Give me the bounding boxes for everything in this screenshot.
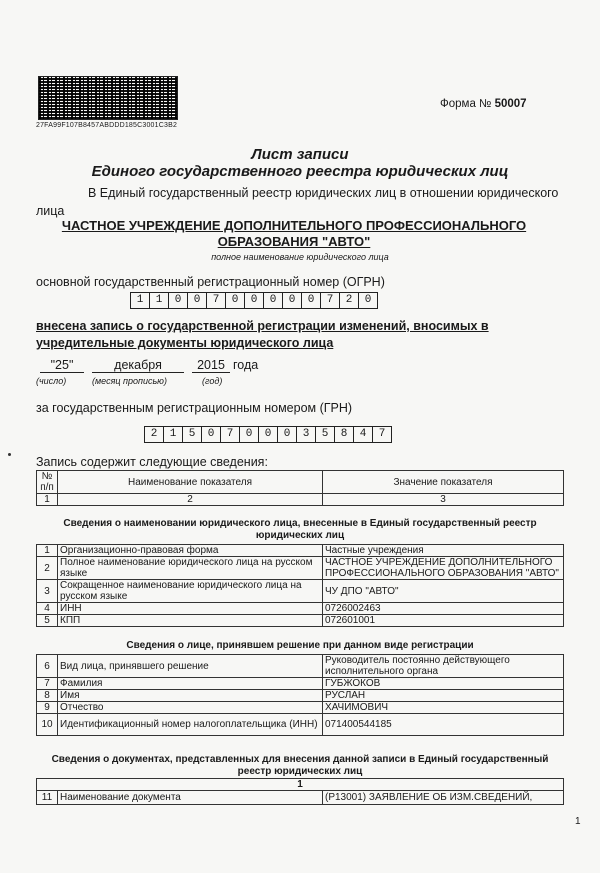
indicator-value: ХАЧИМОВИЧ xyxy=(323,702,564,714)
form-label: Форма № xyxy=(440,98,492,110)
ogrn-digit-box: 1 xyxy=(130,292,150,309)
grn-digit-box: 0 xyxy=(258,426,278,443)
row-number: 7 xyxy=(37,678,58,690)
org-full-name: ЧАСТНОЕ УЧРЕЖДЕНИЕ ДОПОЛНИТЕЛЬНОГО ПРОФЕССИОНАЛЬНОГО ОБРАЗОВАНИЯ "АВТО" xyxy=(61,218,527,249)
indicator-value: Частные учреждения xyxy=(323,545,564,557)
indicator-name: Сокращенное наименование юридического лица на русском языке xyxy=(58,580,323,603)
intro-line1: В Единый государственный реестр юридических лиц в отношении юридического xyxy=(88,186,559,200)
indicator-name: Имя xyxy=(58,690,323,702)
ogrn-boxes xyxy=(130,292,377,309)
section3-title: Сведения о документах, представленных для внесения данной записи в Единый государственный реестр юридических лиц xyxy=(51,754,549,777)
section3-table xyxy=(36,778,564,805)
col-value-header: Значение показателя xyxy=(323,471,564,494)
table-row xyxy=(37,791,564,805)
main-table-header xyxy=(36,470,564,506)
row-number: 9 xyxy=(37,702,58,714)
grn-digit-box: 1 xyxy=(163,426,183,443)
table-row xyxy=(37,714,564,736)
indicator-value: ГУБЖОКОВ xyxy=(323,678,564,690)
date-year-caption: (год) xyxy=(202,376,223,386)
col-name-header: Наименование показателя xyxy=(58,471,323,494)
grn-digit-box: 0 xyxy=(201,426,221,443)
grn-digit-box: 5 xyxy=(315,426,335,443)
row-number: 10 xyxy=(37,714,58,736)
section3-subheader: 1 xyxy=(37,779,564,791)
row-number: 1 xyxy=(37,545,58,557)
row-number: 5 xyxy=(37,615,58,627)
col-num-header: № п/п xyxy=(37,471,58,494)
table-row xyxy=(37,603,564,615)
indicator-value: 0726002463 xyxy=(323,603,564,615)
row-number: 8 xyxy=(37,690,58,702)
indicator-value: ЧУ ДПО "АВТО" xyxy=(323,580,564,603)
date-year: 2015 xyxy=(192,358,230,373)
ogrn-digit-box: 0 xyxy=(263,292,283,309)
grn-digit-box: 5 xyxy=(182,426,202,443)
grn-digit-box: 0 xyxy=(239,426,259,443)
col-index-1: 1 xyxy=(37,494,58,506)
grn-digit-box: 8 xyxy=(334,426,354,443)
section2-title: Сведения о лице, принявшем решение при данном виде регистрации xyxy=(126,640,474,651)
indicator-name: ИНН xyxy=(58,603,323,615)
ogrn-digit-box: 0 xyxy=(225,292,245,309)
grn-digit-box: 0 xyxy=(277,426,297,443)
indicator-value: РУСЛАН xyxy=(323,690,564,702)
doc-title-line2: Единого государственного реестра юридических лиц xyxy=(91,163,509,180)
date-day: "25" xyxy=(40,358,84,373)
grn-digit-box: 4 xyxy=(353,426,373,443)
grn-label: за государственным регистрационным номером (ГРН) xyxy=(36,401,353,415)
grn-digit-box: 3 xyxy=(296,426,316,443)
grn-digit-box: 7 xyxy=(372,426,392,443)
ogrn-digit-box: 0 xyxy=(168,292,188,309)
table-row xyxy=(37,615,564,627)
date-day-caption: (число) xyxy=(36,376,67,386)
contains-label: Запись содержит следующие сведения: xyxy=(36,455,268,469)
date-month: декабря xyxy=(92,358,184,373)
indicator-name: Идентификационный номер налогоплательщика (ИНН) xyxy=(58,714,323,736)
indicator-value: 072601001 xyxy=(323,615,564,627)
form-number xyxy=(440,98,527,110)
row-number: 11 xyxy=(37,791,58,805)
col-index-2: 2 xyxy=(58,494,323,506)
indicator-name: Полное наименование юридического лица на русском языке xyxy=(58,557,323,580)
indicator-value: (Р13001) ЗАЯВЛЕНИЕ ОБ ИЗМ.СВЕДЕНИЙ, xyxy=(323,791,564,805)
barcode-text: 27FA99F107B8457ABDDD185C3001C3B2 xyxy=(36,122,178,129)
indicator-value: ЧАСТНОЕ УЧРЕЖДЕНИЕ ДОПОЛНИТЕЛЬНОГО ПРОФЕССИОНАЛЬНОГО ОБРАЗОВАНИЯ "АВТО" xyxy=(323,557,564,580)
row-number: 3 xyxy=(37,580,58,603)
table-row xyxy=(37,702,564,714)
scan-dot xyxy=(8,453,11,456)
ogrn-digit-box: 7 xyxy=(206,292,226,309)
table-row xyxy=(37,655,564,678)
indicator-name: Вид лица, принявшего решение xyxy=(58,655,323,678)
doc-title-line1: Лист записи xyxy=(251,146,349,163)
ogrn-digit-box: 2 xyxy=(339,292,359,309)
section1-title: Сведения о наименовании юридического лица, внесенные в Единый государственный реестр юридических лиц xyxy=(63,518,537,541)
grn-digit-box: 7 xyxy=(220,426,240,443)
indicator-name: Наименование документа xyxy=(58,791,323,805)
page-number: 1 xyxy=(575,816,581,827)
indicator-name: Отчество xyxy=(58,702,323,714)
col-index-3: 3 xyxy=(323,494,564,506)
section2-table xyxy=(36,654,564,736)
table-row xyxy=(37,580,564,603)
section1-table xyxy=(36,544,564,627)
table-row xyxy=(37,545,564,557)
ogrn-digit-box: 1 xyxy=(149,292,169,309)
row-number: 6 xyxy=(37,655,58,678)
ogrn-digit-box: 0 xyxy=(301,292,321,309)
table-row xyxy=(37,690,564,702)
ogrn-digit-box: 0 xyxy=(187,292,207,309)
date-year-suffix: года xyxy=(233,358,259,372)
row-number: 4 xyxy=(37,603,58,615)
indicator-value: Руководитель постоянно действующего исполнительного органа xyxy=(323,655,564,678)
date-month-caption: (месяц прописью) xyxy=(92,376,167,386)
row-number: 2 xyxy=(37,557,58,580)
indicator-name: КПП xyxy=(58,615,323,627)
org-name-caption: полное наименование юридического лица xyxy=(211,252,389,262)
form-number-value: 50007 xyxy=(494,98,527,110)
intro-line2: лица xyxy=(36,204,65,218)
grn-digit-box: 2 xyxy=(144,426,164,443)
indicator-name: Организационно-правовая форма xyxy=(58,545,323,557)
grn-boxes xyxy=(144,426,391,443)
table-row xyxy=(37,678,564,690)
ogrn-digit-box: 0 xyxy=(282,292,302,309)
indicator-name: Фамилия xyxy=(58,678,323,690)
indicator-value: 071400544185 xyxy=(323,714,564,736)
ogrn-digit-box: 0 xyxy=(244,292,264,309)
ogrn-digit-box: 0 xyxy=(358,292,378,309)
barcode xyxy=(38,76,178,120)
ogrn-digit-box: 7 xyxy=(320,292,340,309)
entry-text: внесена запись о государственной регистрации изменений, вносимых в учредительные документы юридического лица xyxy=(36,319,489,350)
table-row xyxy=(37,557,564,580)
ogrn-label: основной государственный регистрационный номер (ОГРН) xyxy=(36,275,385,289)
